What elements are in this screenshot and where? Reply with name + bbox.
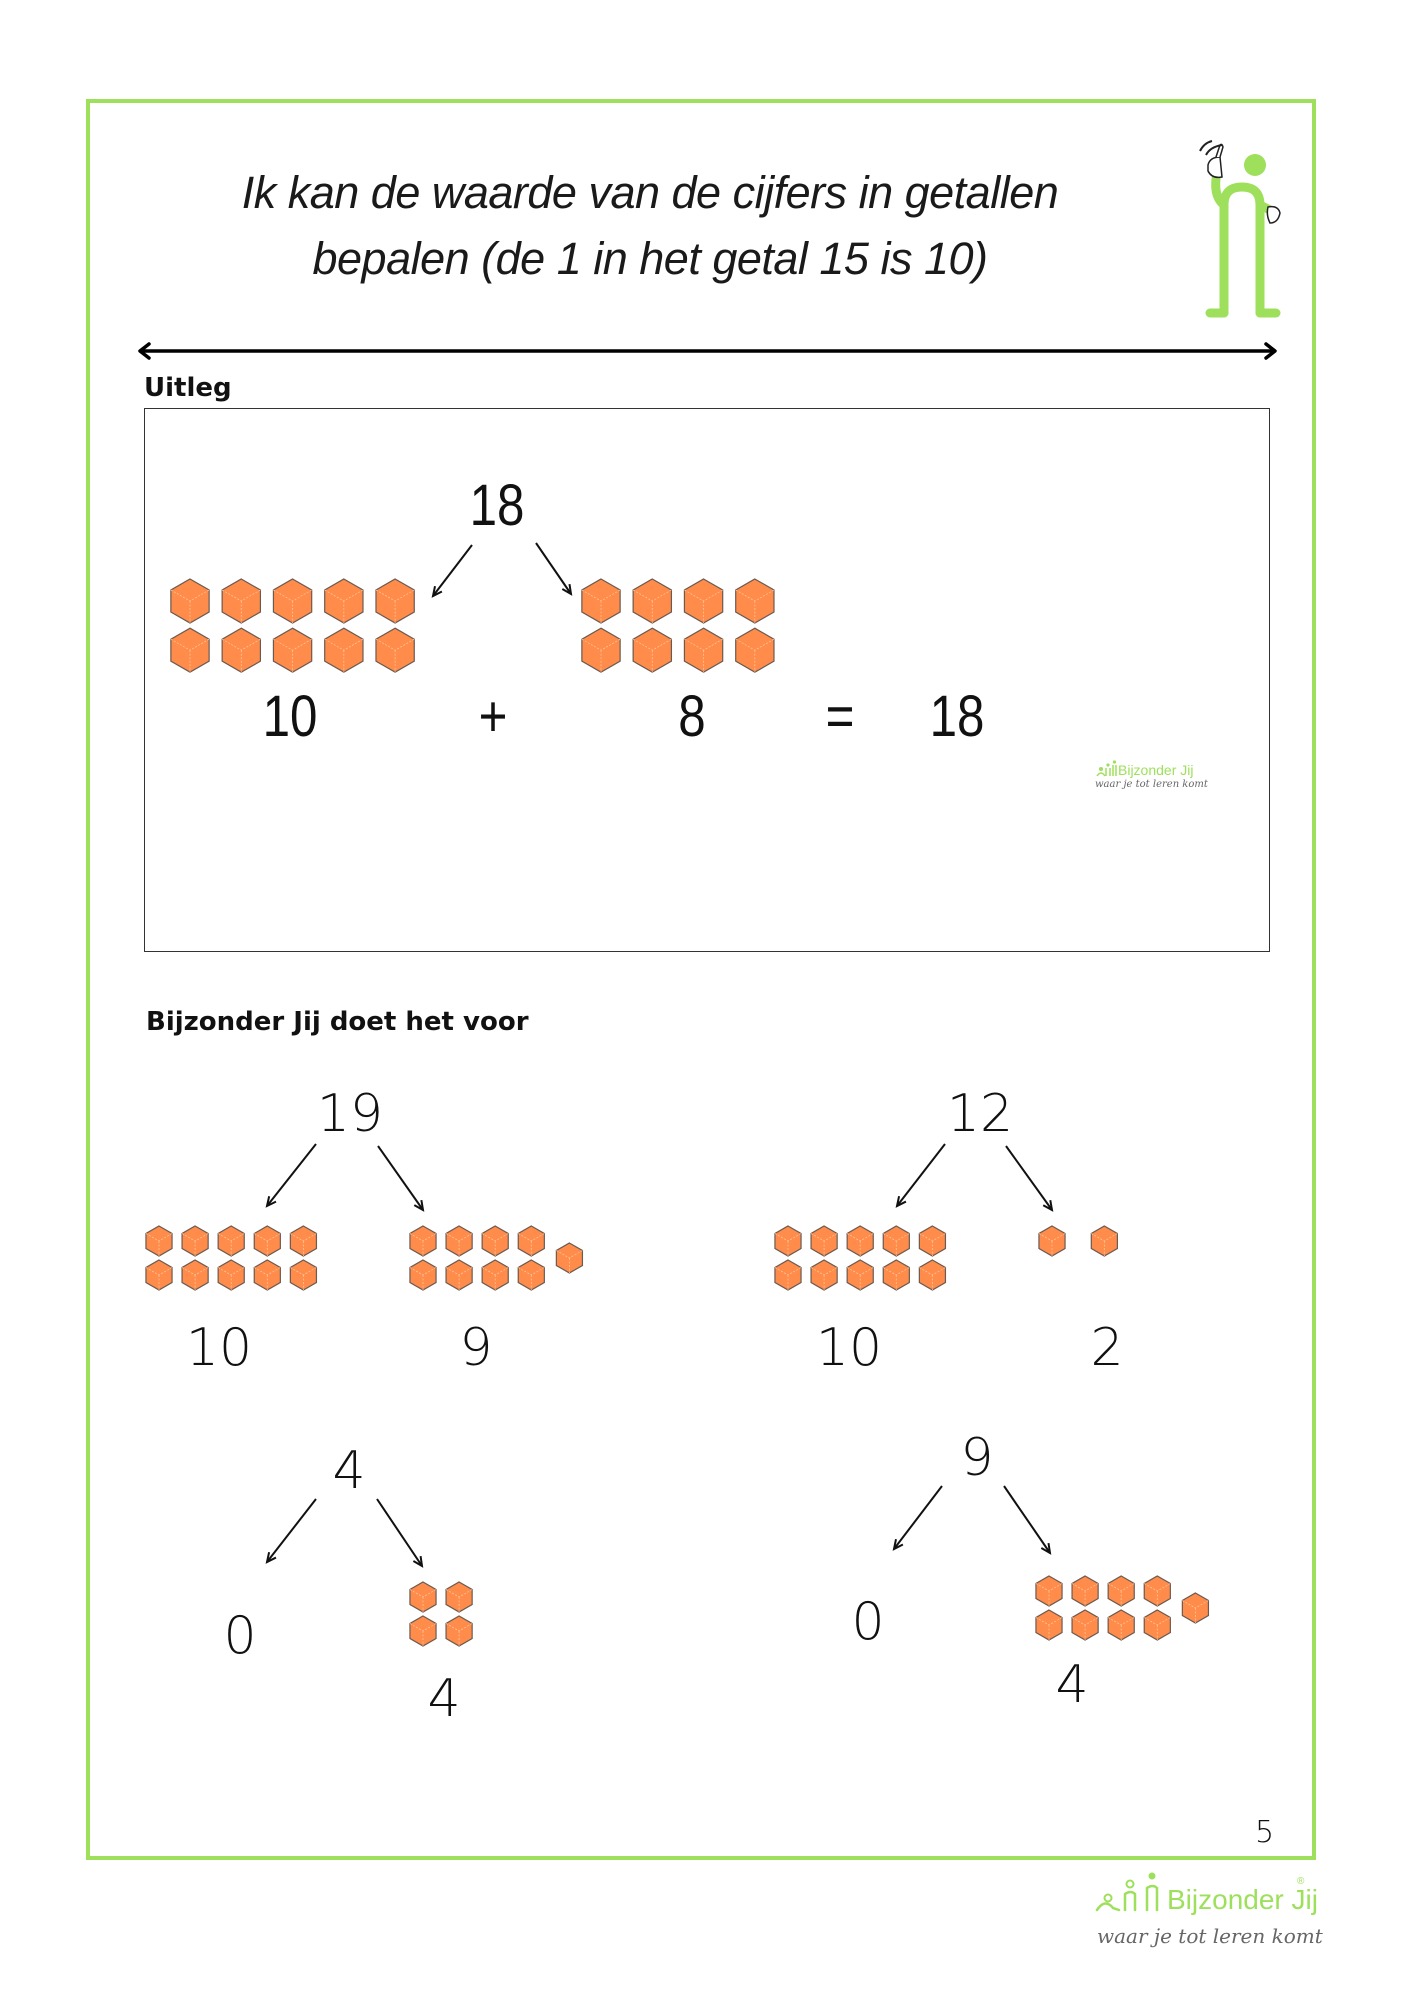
page-border (86, 99, 1316, 1860)
explanation-box (144, 408, 1270, 952)
box-logo-name: Bijzonder Jij (1118, 762, 1194, 778)
equation-result: 18 (929, 684, 985, 749)
example-2-left-label: 10 (815, 1318, 883, 1378)
example-1-left-label: 10 (185, 1318, 253, 1378)
example-3-right-label: 4 (427, 1669, 461, 1729)
footer-logo (1095, 1872, 1323, 1962)
footer-logo-figures-icon (1095, 1872, 1165, 1914)
section-heading-uitleg: Uitleg (144, 373, 232, 403)
equation-plus: + (478, 684, 508, 749)
equation-tens: 10 (262, 684, 318, 749)
example-2-total: 12 (946, 1084, 1014, 1144)
double-arrow-divider (135, 340, 1280, 362)
example-4-total: 9 (960, 1428, 994, 1488)
example-3-left-label: 0 (223, 1606, 257, 1666)
total-number: 18 (469, 473, 525, 538)
page-number: 5 (1255, 1815, 1275, 1850)
example-4-left-label: 0 (851, 1592, 885, 1652)
mascot-figure-icon (1180, 135, 1300, 325)
footer-logo-name: Bijzonder Jij (1167, 1884, 1318, 1915)
example-1-total: 19 (316, 1084, 384, 1144)
example-2-right-label: 2 (1090, 1318, 1124, 1378)
logo-figures-icon (1095, 760, 1117, 778)
example-1-right-label: 9 (459, 1318, 493, 1378)
equation-equals: = (825, 684, 855, 749)
example-3-total: 4 (332, 1441, 366, 1501)
title-line-1: Ik kan de waarde van de cijfers in getallen (241, 167, 1059, 218)
example-4-right-label: 4 (1055, 1655, 1089, 1715)
footer-logo-registered: ® (1297, 1876, 1305, 1887)
equation-ones: 8 (678, 684, 706, 749)
box-logo-tagline: waar je tot leren komt (1095, 779, 1208, 790)
title-line-2: bepalen (de 1 in het getal 15 is 10) (312, 233, 988, 284)
section-heading-voorbeeld: Bijzonder Jij doet het voor (146, 1007, 529, 1037)
footer-logo-tagline: waar je tot leren komt (1097, 1924, 1323, 1948)
page-title (160, 160, 1140, 292)
